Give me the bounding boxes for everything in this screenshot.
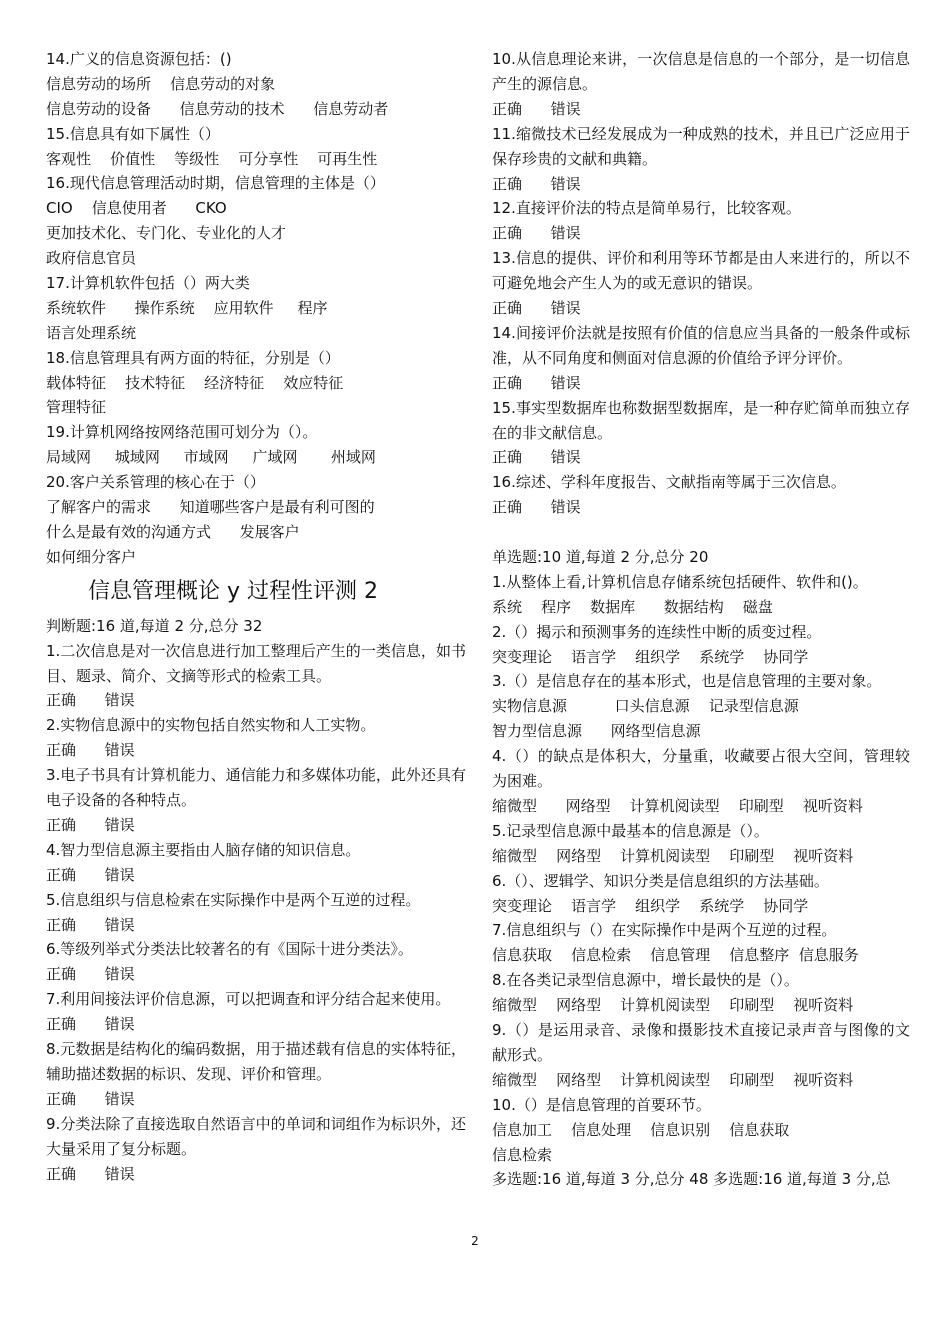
answer-options: 突变理论 语言学 组织学 系统学 协同学 (492, 647, 809, 666)
text-line: 信息劳动的设备 信息劳动的技术 信息劳动者 (46, 99, 389, 118)
question-text: 8.在各类记录型信息源中，增长最快的是（）。 (492, 971, 799, 990)
answer-options: 正确 错误 (492, 373, 581, 392)
question-text: 1.二次信息是对一次信息进行加工整理后产生的一类信息，如书目、题录、简介、文摘等形式的检索工具。 (46, 641, 466, 685)
question-text: 8.元数据是结构化的编码数据，用于描述载有信息的实体特征，辅助描述数据的标识、发现、评价和管理。 (46, 1039, 466, 1083)
text-line: 如何细分客户 (46, 547, 137, 566)
question-text: 14.间接评价法就是按照有价值的信息应当具备的一般条件或标准，从不同角度和侧面对信息源的价值给予评分评价。 (492, 323, 910, 367)
text-line: 19.计算机网络按网络范围可划分为（）。 (46, 423, 318, 442)
answer-options: 正确 错误 (46, 1015, 135, 1034)
answer-options: 正确 错误 (492, 224, 581, 243)
text-line: 语言处理系统 (46, 323, 137, 342)
question-text: 3.（）是信息存在的基本形式，也是信息管理的主要对象。 (492, 672, 882, 691)
text-line: 什么是最有效的沟通方式 发展客户 (46, 522, 300, 541)
question-text: 10.（）是信息管理的首要环节。 (492, 1095, 711, 1114)
question-text: 7.利用间接法评价信息源，可以把调查和评分结合起来使用。 (46, 990, 451, 1009)
answer-options: 正确 错误 (46, 1089, 135, 1108)
blank-line (492, 520, 910, 545)
text-line: 政府信息官员 (46, 249, 137, 268)
text-line: 更加技术化、专门化、专业化的人才 (46, 224, 287, 243)
text-line: 信息劳动的场所 信息劳动的对象 (46, 74, 276, 93)
answer-options: 正确 错误 (492, 299, 581, 318)
answer-options: 突变理论 语言学 组织学 系统学 协同学 (492, 896, 809, 915)
question-text: 4.智力型信息源主要指由人脑存储的知识信息。 (46, 840, 361, 859)
section-header: 多选题:16 道,每道 3 分,总分 48 多选题:16 道,每道 3 分,总 (492, 1170, 891, 1189)
question-text: 1.从整体上看,计算机信息存储系统包括硬件、软件和()。 (492, 572, 868, 591)
question-list-lower (492, 545, 910, 1192)
question-list-upper (492, 47, 910, 520)
answer-options: 信息加工 信息处理 信息识别 信息获取 (492, 1120, 790, 1139)
text-line: 18.信息管理具有两方面的特征，分别是（） (46, 348, 340, 367)
answer-options: 实物信息源 口头信息源 记录型信息源 (492, 697, 799, 716)
answer-options: 正确 错误 (46, 741, 135, 760)
answer-options: 系统 程序 数据库 数据结构 磁盘 (492, 597, 773, 616)
answer-options: 正确 错误 (46, 815, 135, 834)
text-line: 客观性 价值性 等级性 可分享性 可再生性 (46, 149, 378, 168)
text-line: 系统软件 操作系统 应用软件 程序 (46, 298, 328, 317)
answer-options: 正确 错误 (46, 965, 135, 984)
question-text: 6.（）、逻辑学、知识分类是信息组织的方法基础。 (492, 871, 829, 890)
question-text: 5.记录型信息源中最基本的信息源是（）。 (492, 821, 769, 840)
answer-options: 智力型信息源 网络型信息源 (492, 722, 701, 741)
text-line: 14.广义的信息资源包括：() (46, 50, 232, 68)
text-line: 局域网 城域网 市域网 广域网 州域网 (46, 448, 376, 467)
left-column (46, 47, 466, 1186)
answer-options: 正确 错误 (492, 99, 581, 118)
section-header: 单选题:10 道,每道 2 分,总分 20 (492, 548, 709, 566)
section-title: 信息管理概论 y 过程性评测 2 (88, 578, 378, 604)
question-text: 2.实物信息源中的实物包括自然实物和人工实物。 (46, 716, 376, 735)
question-text: 13.信息的提供、评价和利用等环节都是由人来进行的，所以不可避免地会产生人为的或无意识的错误。 (492, 249, 910, 293)
answer-options: 缩微型 网络型 计算机阅读型 印刷型 视听资料 (492, 846, 854, 865)
page-number: 2 (471, 1234, 479, 1248)
question-text: 4.（）的缺点是体积大，分量重，收藏要占很大空间，管理较为困难。 (492, 747, 910, 791)
answer-options: 正确 错误 (492, 174, 581, 193)
question-text: 6.等级列举式分类法比较著名的有《国际十进分类法》。 (46, 940, 413, 959)
answer-options: 缩微型 网络型 计算机阅读型 印刷型 视听资料 (492, 796, 863, 815)
question-text: 2.（）揭示和预测事务的连续性中断的质变过程。 (492, 622, 822, 641)
question-text: 16.综述、学科年度报告、文献指南等属于三次信息。 (492, 473, 846, 492)
question-text: 9.分类法除了直接选取自然语言中的单词和词组作为标识外，还大量采用了复分标题。 (46, 1114, 466, 1158)
text-line: 了解客户的需求 知道哪些客户是最有利可图的 (46, 498, 375, 517)
answer-options: 正确 错误 (46, 1164, 135, 1183)
answer-options: 正确 错误 (46, 865, 135, 884)
question-text: 3.电子书具有计算机能力、通信能力和多媒体功能，此外还具有电子设备的各种特点。 (46, 766, 466, 809)
text-line: 15.信息具有如下属性（） (46, 124, 220, 143)
answer-options: 缩微型 网络型 计算机阅读型 印刷型 视听资料 (492, 1070, 854, 1089)
question-list-upper (46, 47, 466, 570)
question-list-lower (46, 614, 466, 1187)
answer-options: 缩微型 网络型 计算机阅读型 印刷型 视听资料 (492, 996, 854, 1015)
answer-options: 信息检索 (492, 1145, 553, 1164)
question-text: 10.从信息理论来讲，一次信息是信息的一个部分，是一切信息产生的源信息。 (492, 50, 910, 93)
answer-options: 信息获取 信息检索 信息管理 信息整序 信息服务 (492, 946, 859, 965)
section-header: 判断题:16 道,每道 2 分,总分 32 (46, 616, 263, 635)
right-column (492, 47, 910, 1192)
answer-options: 正确 错误 (492, 448, 581, 467)
question-text: 15.事实型数据库也称数据型数据库，是一种存贮简单而独立存在的非文献信息。 (492, 398, 910, 442)
question-text: 11.缩微技术已经发展成为一种成熟的技术，并且已广泛应用于保存珍贵的文献和典籍。 (492, 124, 910, 168)
question-text: 5.信息组织与信息检索在实际操作中是两个互逆的过程。 (46, 890, 421, 909)
text-line: 管理特征 (46, 398, 107, 417)
text-line: 17.计算机软件包括（）两大类 (46, 274, 250, 293)
question-text: 7.信息组织与（）在实际操作中是两个互逆的过程。 (492, 921, 837, 940)
question-text: 9.（）是运用录音、录像和摄影技术直接记录声音与图像的文献形式。 (492, 1021, 910, 1064)
text-line: 载体特征 技术特征 经济特征 效应特征 (46, 373, 344, 392)
question-text: 12.直接评价法的特点是简单易行，比较客观。 (492, 199, 801, 218)
answer-options: 正确 错误 (492, 498, 581, 517)
text-line: CIO 信息使用者 CKO (46, 199, 227, 218)
answer-options: 正确 错误 (46, 915, 135, 934)
text-line: 16.现代信息管理活动时期，信息管理的主体是（） (46, 174, 385, 193)
text-line: 20.客户关系管理的核心在于（） (46, 473, 265, 492)
answer-options: 正确 错误 (46, 691, 135, 710)
